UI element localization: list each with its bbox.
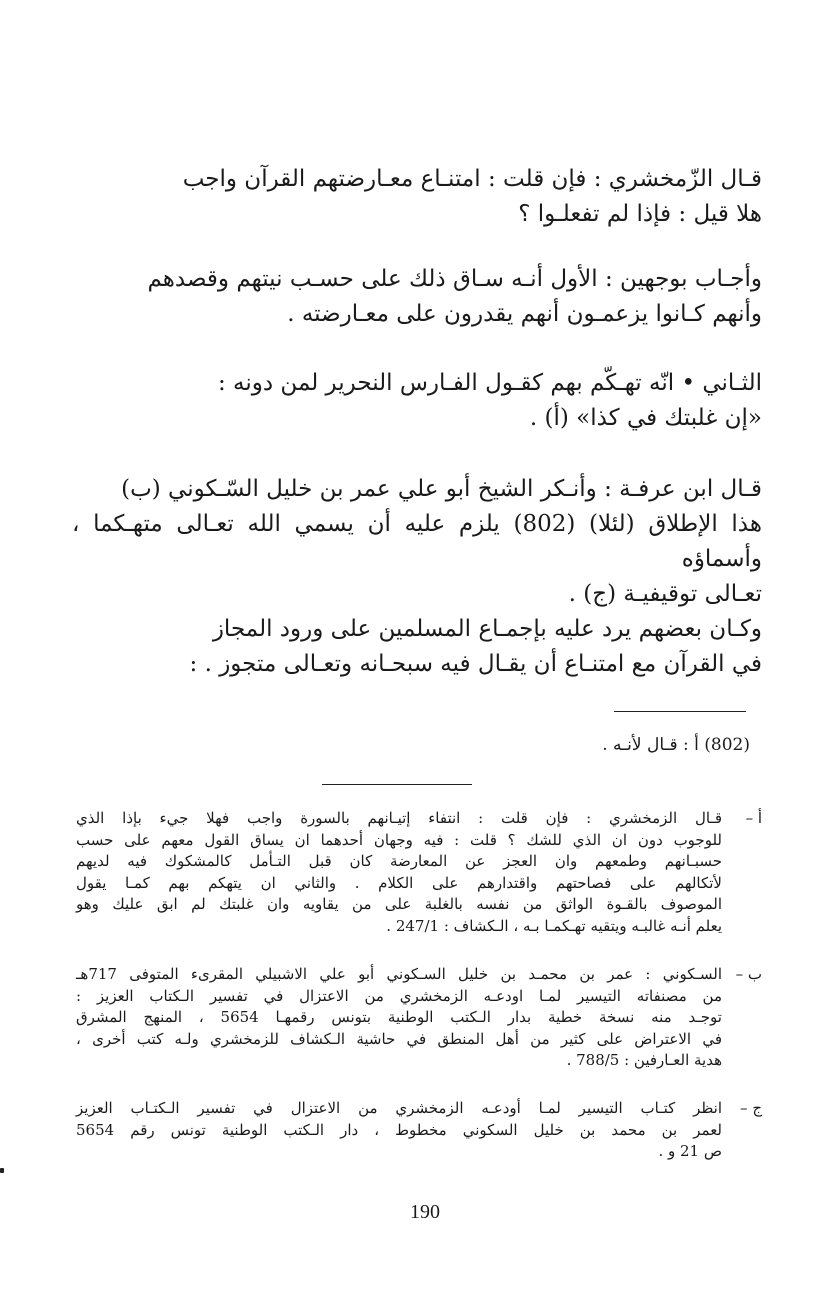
footnote-line: انظر كتـاب التيسير لمـا أودعـه الزمخشري من الاعتزال في تفسير الـكتـاب العزيز xyxy=(76,1099,722,1117)
footnote-body xyxy=(76,964,722,1072)
footnote-body xyxy=(76,1098,722,1163)
footnote-a xyxy=(76,808,762,937)
text-line: «إن غلبتك في كذا» (أ) . xyxy=(529,405,762,431)
scan-mark xyxy=(0,1168,4,1173)
footnote-line: قـال الزمخشري : فإن قلت : انتفاء إتيـانهم بالسورة واجب فهلا جيء بإذا الذي xyxy=(76,809,722,827)
text-line: في القرآن مع امتنـاع أن يقـال فيه سبحـانه وتعـالى متجوز . : xyxy=(189,651,762,677)
footnote-marker: ج – xyxy=(740,1099,762,1117)
footnote-divider-top xyxy=(614,711,746,712)
main-paragraph xyxy=(72,612,762,682)
footnote-line: حسبـانهم وطمعهم وان العجز عن المعارضة كان قبل التـأمل كالمشكوك فيه لديهم xyxy=(76,852,722,870)
footnote-line: يعلم أنـه غالبـه ويتقيه تهـكمـا بـه ، الـكشاف : 247/1 . xyxy=(386,916,722,935)
main-paragraph xyxy=(72,472,762,612)
footnote-divider-middle xyxy=(322,784,472,785)
footnote-line: لعمر بن محمد بن خليل السكوني مخطوط ، دار الـكتب الوطنية تونس رقم 5654 xyxy=(76,1120,722,1139)
text-line: قـال الزّمخشري : فإن قلت : امتنـاع معـارضتهم القرآن واجب xyxy=(182,166,762,192)
text-line: قـال ابن عرفـة : وأنـكر الشيخ أبو علي عمر بن خليل السّـكوني (ب) xyxy=(121,476,762,502)
footnote-marker: ب – xyxy=(735,965,762,983)
text-line: هذا الإطلاق (لئلا) (802) يلزم عليه أن يسمي الله تعـالى متهـكما ، وأسماؤه xyxy=(72,511,762,572)
footnote-c xyxy=(76,1098,762,1163)
variant-note: (802) أ : قـال لأنـه . xyxy=(602,735,750,755)
text-line: وكـان بعضهم يرد عليه بإجمـاع المسلمين على ورود المجاز xyxy=(212,616,762,642)
footnote-line: الموصوف بالقـوة الواثق من نفسه بالغلبة على من يقاويه وان غلبتك لم ابق عليك وهو xyxy=(76,895,722,913)
footnote-line: في الاعتراض على كثير من أهل المنطق في حاشية الـكشاف للزمخشري ولـه كتب أخرى ، xyxy=(76,1029,722,1048)
footnote-line: ص 21 و . xyxy=(658,1142,722,1160)
footnote-line: هدية العـارفين : 788/5 . xyxy=(566,1051,722,1069)
footnote-b xyxy=(76,964,762,1072)
text-line: الثـاني • انّه تهـكّم بهم كقـول الفـارس النحرير لمن دونه : xyxy=(217,370,762,396)
footnote-line: لأتكالهم على فصاحتهم واقتدارهم على الكلام . والثاني ان يتهكم بهم كمـا يقول xyxy=(76,873,722,892)
footnote-line: من مصنفاته التيسير لمـا اودعـه الزمخشري من الاعتزال في تفسير الـكتاب العزيز : xyxy=(76,986,722,1005)
text-line: وأجـاب بوجهين : الأول أنـه سـاق ذلك على حسـب نيتهم وقصدهم xyxy=(147,266,762,292)
footnote-marker: أ – xyxy=(745,809,762,827)
main-paragraph xyxy=(72,262,762,332)
footnote-line: السـكوني : عمر بن محمـد بن خليل السـكوني أبو علي الاشبيلي المقرىء المتوفى 717هـ xyxy=(76,965,722,983)
footnote-body xyxy=(76,808,722,937)
footnote-line: توجـد منه نسخة خطية بدار الـكتب الوطنية بتونس رقمهـا 5654 ، المنهج المشرق xyxy=(76,1008,722,1026)
page-number: 190 xyxy=(410,1201,440,1223)
text-line: وأنهم كـانوا يزعمـون أنهم يقدرون على معـارضته . xyxy=(287,301,762,327)
main-paragraph xyxy=(72,366,762,436)
main-paragraph xyxy=(72,162,762,232)
text-line: تعـالى توقيفيـة (ج) . xyxy=(568,581,762,607)
text-line: هلا قيل : فإذا لم تفعلـوا ؟ xyxy=(518,201,762,227)
footnote-line: للوجوب دون ان الذي للشك ؟ قلت : فيه وجهان أحدهما ان يساق القول معهم على حسب xyxy=(76,830,722,849)
